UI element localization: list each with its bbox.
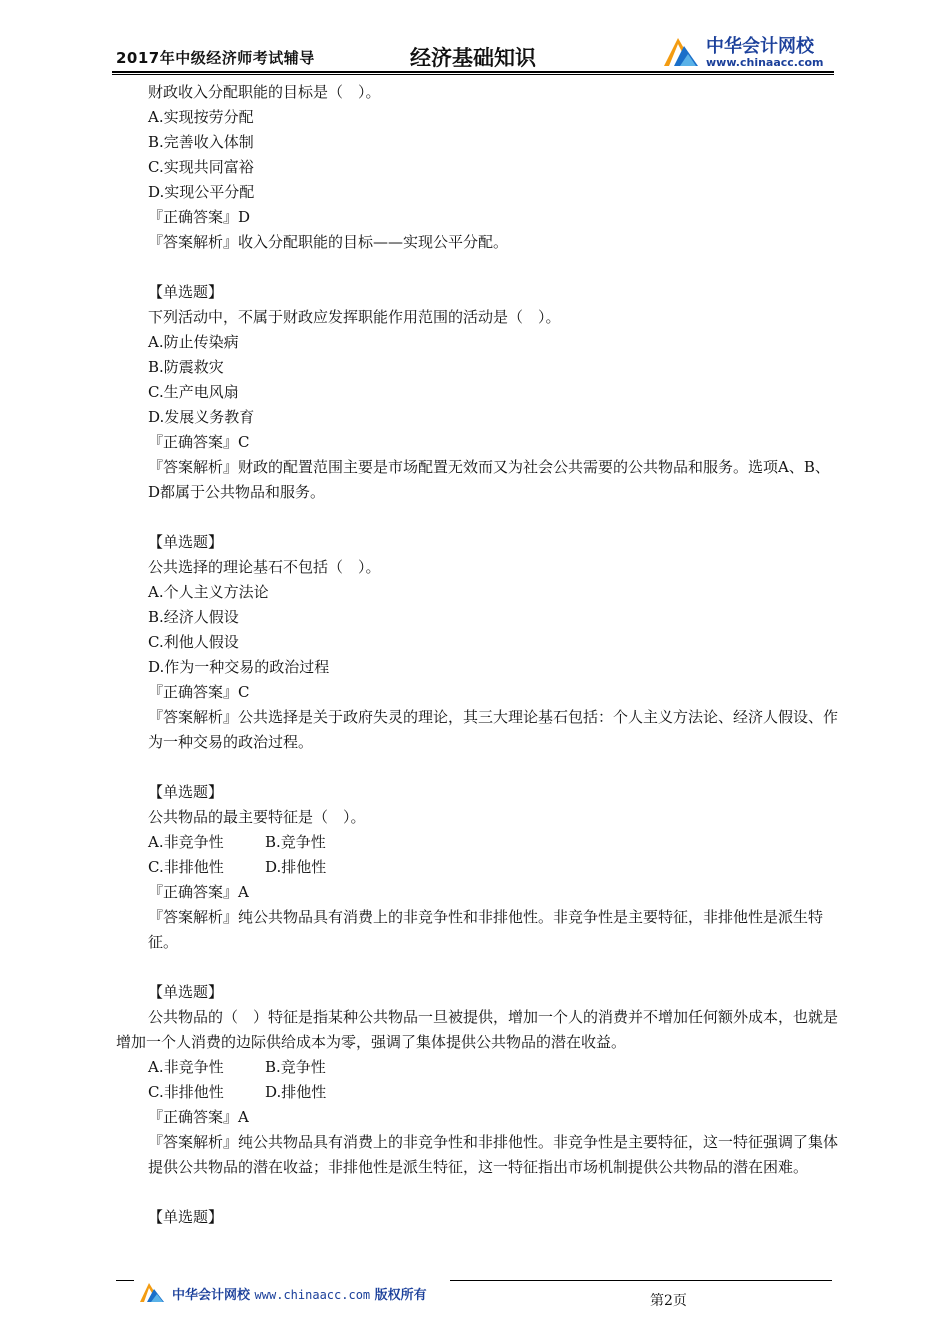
correct-answer: 『正确答案』C <box>148 433 250 451</box>
brand-url[interactable]: www.chinaacc.com <box>706 56 824 69</box>
option: A.实现按劳分配 <box>148 108 254 126</box>
question-type-label: 【单选题】 <box>148 783 224 801</box>
option: A.非竞争性 <box>148 1058 224 1076</box>
option-row <box>116 830 840 855</box>
question-type-label: 【单选题】 <box>148 533 224 551</box>
brand-mountain-icon <box>660 30 704 70</box>
option: B.完善收入体制 <box>148 133 254 151</box>
correct-answer: 『正确答案』A <box>148 1108 249 1126</box>
answer-analysis: 『答案解析』纯公共物品具有消费上的非竞争性和非排他性。非竞争性是主要特征，这一特征强调了集体提供公共物品的潜在收益；非排他性是派生特征，这一特征指出市场机制提供公共物品的潜在困难。 <box>148 1133 839 1176</box>
option: B.竞争性 <box>265 1058 326 1076</box>
question-stem: 公共物品的最主要特征是（ ）。 <box>148 808 366 826</box>
footer-rule-left <box>116 1280 134 1281</box>
option-row <box>116 1080 840 1105</box>
question-stem: 公共物品的（ ）特征是指某种公共物品一旦被提供，增加一个人的消费并不增加任何额外成本，也就是增加一个人消费的边际供给成本为零，强调了集体提供公共物品的潜在收益。 <box>116 1008 839 1051</box>
option: A.防止传染病 <box>148 333 239 351</box>
option: D.排他性 <box>265 1083 327 1101</box>
footer-rule-right <box>450 1280 832 1281</box>
option: D.作为一种交易的政治过程 <box>148 658 330 676</box>
question-type-label: 【单选题】 <box>148 283 224 301</box>
answer-analysis: 『答案解析』收入分配职能的目标——实现公平分配。 <box>148 233 509 251</box>
question-stem: 下列活动中，不属于财政应发挥职能作用范围的活动是（ ）。 <box>148 308 561 326</box>
answer-analysis: 『答案解析』纯公共物品具有消费上的非竞争性和非排他性。非竞争性是主要特征，非排他性是派生特征。 <box>148 908 824 951</box>
header-rule-thin <box>112 74 834 75</box>
footer-text <box>172 1284 427 1303</box>
option: C.实现共同富裕 <box>148 158 254 176</box>
subject-title: 经济基础知识 <box>410 46 536 70</box>
page-header <box>0 0 950 80</box>
option: C.非排他性 <box>148 1083 224 1101</box>
brand-logo <box>660 30 840 72</box>
answer-analysis: 『答案解析』财政的配置范围主要是市场配置无效而又为社会公共需要的公共物品和服务。选项A、B、D都属于公共物品和服务。 <box>148 458 830 501</box>
page-footer <box>0 1270 950 1330</box>
option: B.竞争性 <box>265 833 326 851</box>
option: A.个人主义方法论 <box>148 583 269 601</box>
option: C.利他人假设 <box>148 633 239 651</box>
option: B.防震救灾 <box>148 358 224 376</box>
correct-answer: 『正确答案』A <box>148 883 249 901</box>
question-type-label: 【单选题】 <box>148 1208 224 1226</box>
option-row <box>116 1055 840 1080</box>
footer-rights: 版权所有 <box>374 1288 427 1303</box>
option: C.非排他性 <box>148 858 224 876</box>
question-type-label: 【单选题】 <box>148 983 224 1001</box>
option: D.发展义务教育 <box>148 408 255 426</box>
option: A.非竞争性 <box>148 833 224 851</box>
document-body <box>116 80 840 1230</box>
option-row <box>116 855 840 880</box>
correct-answer: 『正确答案』D <box>148 208 251 226</box>
option: D.排他性 <box>265 858 327 876</box>
option: C.生产电风扇 <box>148 383 239 401</box>
page-number: 第2页 <box>650 1293 687 1309</box>
footer-logo-icon <box>138 1278 168 1304</box>
footer-url[interactable]: www.chinaacc.com <box>254 1288 371 1302</box>
question-stem: 财政收入分配职能的目标是（ ）。 <box>148 83 381 101</box>
option: B.经济人假设 <box>148 608 239 626</box>
exam-title: 2017年中级经济师考试辅导 <box>116 49 315 67</box>
brand-name: 中华会计网校 <box>706 36 814 57</box>
question-stem: 公共选择的理论基石不包括（ ）。 <box>148 558 381 576</box>
answer-analysis: 『答案解析』公共选择是关于政府失灵的理论，其三大理论基石包括：个人主义方法论、经济人假设、作为一种交易的政治过程。 <box>148 708 839 751</box>
header-rule <box>112 71 834 73</box>
footer-brand: 中华会计网校 <box>172 1288 251 1303</box>
option: D.实现公平分配 <box>148 183 255 201</box>
correct-answer: 『正确答案』C <box>148 683 250 701</box>
